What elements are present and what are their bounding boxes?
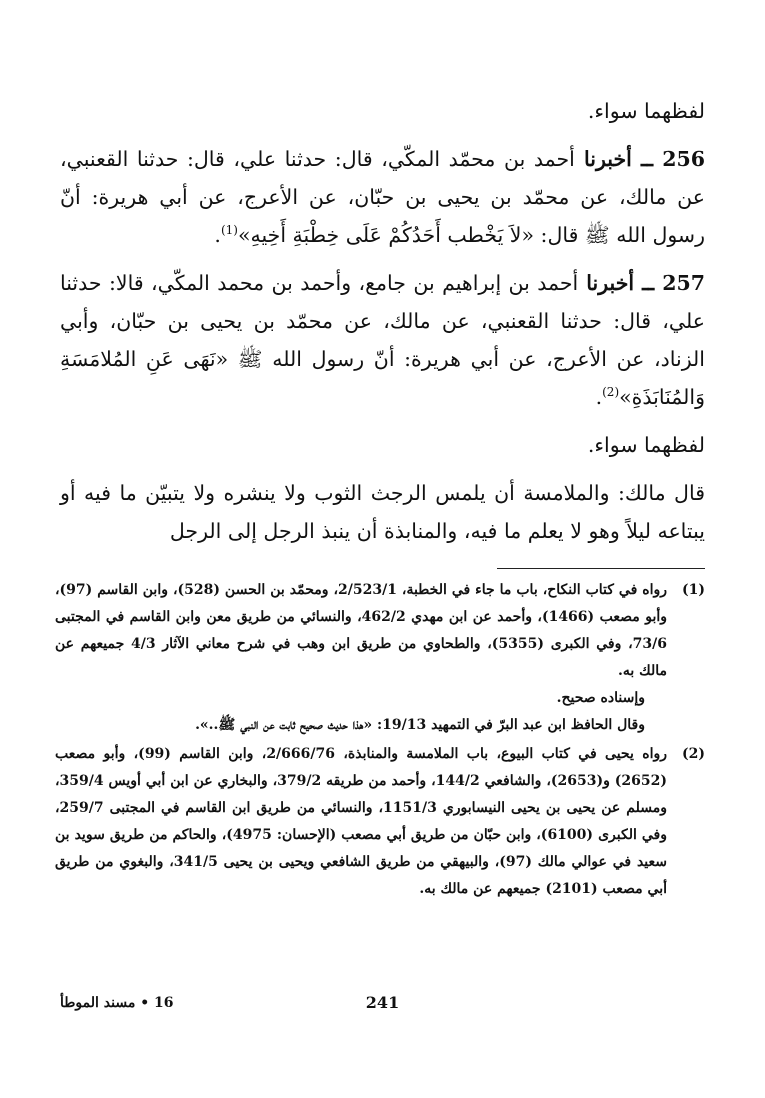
hadith-number: 257 [662, 271, 705, 295]
hadith-number: 256 [662, 147, 705, 171]
book-label: 16 • مسند الموطأ [60, 995, 174, 1011]
paragraph-lafzh-2: لفظهما سواء. [587, 433, 705, 457]
hadith-text: أحمد بن إبراهيم بن جامع، وأحمد بن محمد المكّي، قالا: حدثنا علي، قال: حدثنا القعنبي، عن مالك، عن محمّد بن يحيى بن حبّان، وأبي الزناد، عن الأعرج، عن أبي هريرة: أنّ رسول الله ﷺ «نَهَى عَنِ المُلامَسَةِ وَالمُنَابَذَةِ» [60, 271, 705, 409]
hadith-257 [60, 264, 705, 416]
footnote-text: رواه يحيى في كتاب البيوع، باب الملامسة والمنابذة، 2/666/76، وابن القاسم (99)، وأبو مصعب (2652) و(2653)، والشافعي 144/2، وأحمد من طريقه 379/2، والبخاري عن ابن أبي أويس 359/4، ومسلم عن يحيى بن يحيى النيسابوري 1151/3، والنسائي من طريق ابن القاسم في المجتبى 259/7، وفي الكبرى (6100)، وابن حبّان من طريق أبي مصعب (الإحسان: 4975)، والحاكم من طريق سويد بن سعيد في عوالي مالك (97)، والبيهقي من طريق الشافعي ويحيى بن يحيى 341/5، والبغوي من طريق أبي مصعب (2101) جميعهم عن مالك به. [55, 746, 668, 897]
main-text [60, 92, 705, 560]
footnote-body [55, 741, 667, 903]
footnote-isnad: وإسناده صحيح. [556, 690, 645, 706]
footnote-1 [55, 577, 705, 739]
hadith-end: . [214, 223, 221, 247]
footnote-number: (2) [682, 746, 705, 762]
footnotes-section [55, 577, 705, 905]
hadith-text: أحمد بن محمّد المكّي، قال: حدثنا علي، قال: حدثنا القعنبي، عن مالك، عن محمّد بن يحيى بن حبّان، عن الأعرج، عن أبي هريرة: أنّ رسول الله ﷺ قال: «لاَ يَخْطب أَحَدُكُمْ عَلَى خِطْبَةِ أَخِيهِ» [60, 147, 705, 247]
paragraph-malik: قال مالك: والملامسة أن يلمس الرجث الثوب ولا ينشره ولا يتبيّن ما فيه أو يبتاعه ليلاً وهو لا يعلم ما فيه، والمنابذة أن ينبذ الرجل إلى الرجل [60, 481, 705, 543]
footnote-separator [497, 568, 705, 569]
footnote-text: رواه في كتاب النكاح، باب ما جاء في الخطبة، 2/523/1، ومحمّد بن الحسن (528)، وابن القاسم (97)، وأبو مصعب (1466)، وأحمد عن ابن مهدي 462/2، والنسائي من طريق معن وابن القاسم في المجتبى 73/6، وفي الكبرى (5355)، والطحاوي من طريق ابن وهب في شرح معاني الآثار 4/3 جميعهم عن مالك به. [55, 582, 667, 679]
paragraph-lafzh-1: لفظهما سواء. [587, 99, 705, 123]
hadith-intro: ــ أخبرنا [578, 271, 663, 295]
footnote-marker: (2) [602, 385, 620, 400]
hadith-256 [60, 140, 705, 254]
page-number: 241 [365, 993, 400, 1012]
footnote-body [55, 577, 667, 739]
hadith-intro: ــ أخبرنا [574, 147, 663, 171]
page-footer [60, 993, 705, 1017]
footnote-marker: (1) [220, 223, 238, 238]
footnote-hafiz-quote: وقال الحافظ ابن عبد البرّ في التمهيد 19/13: «هذا حديث صحيح ثابت عن النبي ﷺ..». [195, 717, 645, 733]
footnote-2 [55, 741, 705, 903]
footnote-number: (1) [682, 582, 705, 598]
hadith-end: . [595, 385, 603, 409]
